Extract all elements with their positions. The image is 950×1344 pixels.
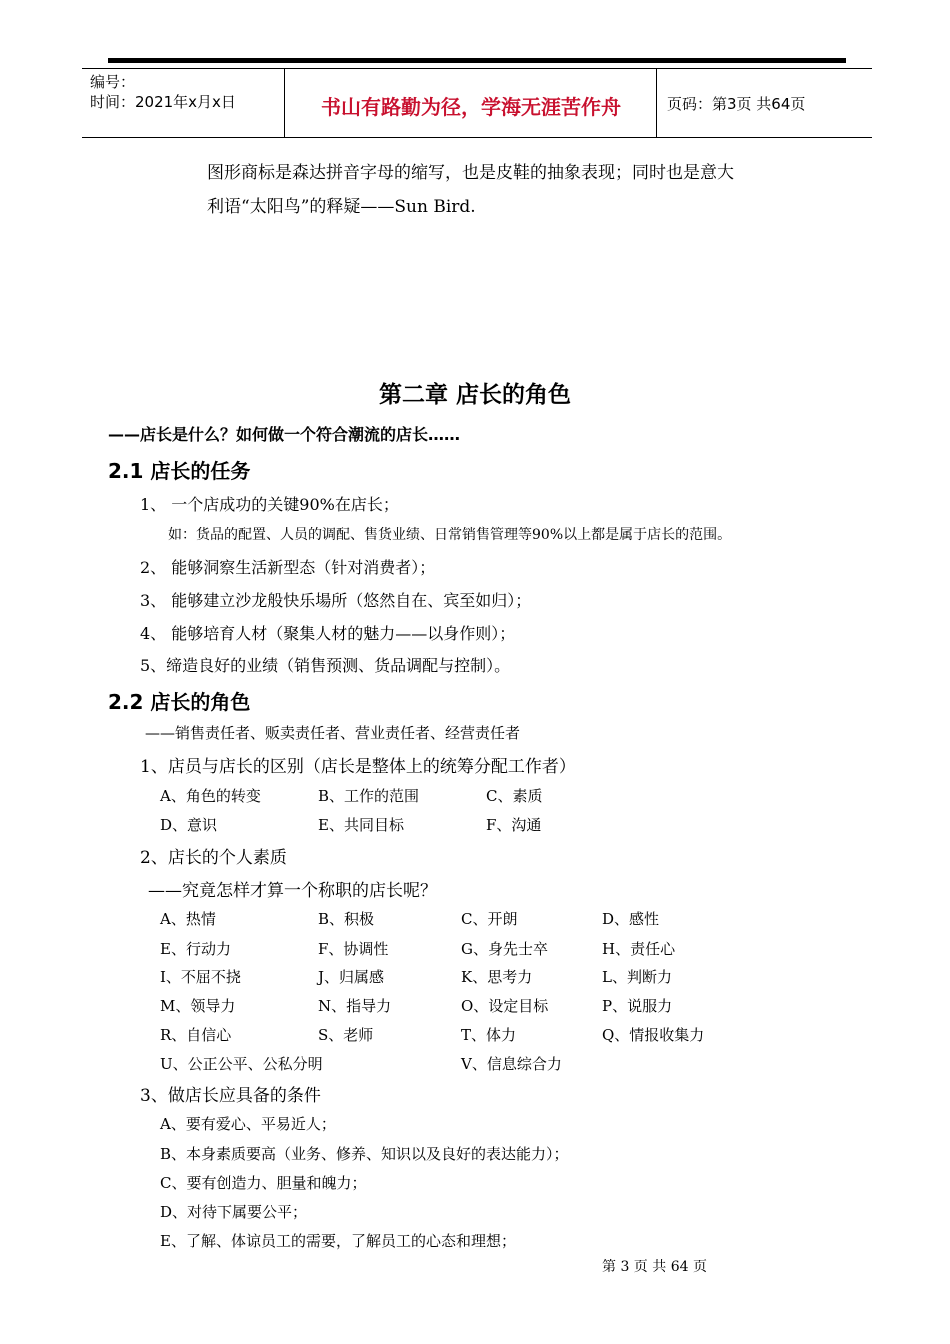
quality-item: F、协调性 xyxy=(318,940,389,958)
number-label: 编号： xyxy=(90,73,136,91)
quality-item: N、指导力 xyxy=(318,997,392,1015)
quality-item: R、自信心 xyxy=(160,1026,232,1044)
condition-c: C、要有创造力、胆量和魄力； xyxy=(160,1174,367,1192)
quality-item: K、思考力 xyxy=(461,968,533,986)
condition-e: E、了解、体谅员工的需要，了解员工的心态和理想； xyxy=(160,1232,516,1250)
task-item-1: 1、 一个店成功的关键90%在店长； xyxy=(140,495,399,514)
task-item-5: 5、缔造良好的业绩（销售预测、货品调配与控制）。 xyxy=(140,656,511,675)
task-item-1-note: 如：货品的配置、人员的调配、售货业绩、日常销售管理等90%以上都是属于店长的范围。 xyxy=(168,527,732,543)
intro-line-1: 图形商标是森达拼音字母的缩写，也是皮鞋的抽象表现；同时也是意大 xyxy=(207,163,734,183)
quality-item: H、责任心 xyxy=(602,940,676,958)
task-item-2: 2、 能够洞察生活新型态（针对消费者）； xyxy=(140,558,436,577)
intro-line-2: 利语“太阳鸟”的释疑——Sun Bird. xyxy=(207,197,476,217)
chapter-title: 第二章 店长的角色 xyxy=(378,382,571,408)
condition-d: D、对待下属要公平； xyxy=(160,1203,308,1221)
header-page-label: 页码：第3页 共64页 xyxy=(667,95,806,113)
section-2-2-heading: 2.2 店长的角色 xyxy=(108,690,251,714)
header-top-rule xyxy=(108,58,846,63)
quality-item: P、说服力 xyxy=(602,997,673,1015)
quality-item: S、老师 xyxy=(318,1026,374,1044)
quality-item: Q、情报收集力 xyxy=(602,1026,705,1044)
date-label: 时间：2021年x月x日 xyxy=(90,93,236,111)
difference-e: E、共同目标 xyxy=(318,816,404,834)
task-item-3: 3、 能够建立沙龙般快乐場所（悠然自在、宾至如归）； xyxy=(140,591,532,610)
condition-b: B、本身素质要高（业务、修养、知识以及良好的表达能力）； xyxy=(160,1145,569,1163)
roles-line: ——销售责任者、贩卖责任者、营业责任者、经营责任者 xyxy=(145,724,521,742)
quality-item: E、行动力 xyxy=(160,940,231,958)
subsection-2-title: 2、店长的个人素质 xyxy=(140,848,287,868)
quality-item: V、信息综合力 xyxy=(461,1055,562,1073)
motto: 书山有路勤为径，学海无涯苦作舟 xyxy=(321,95,621,119)
difference-c: C、素质 xyxy=(486,787,543,805)
condition-a: A、要有爱心、平易近人； xyxy=(160,1115,336,1133)
difference-a: A、角色的转变 xyxy=(160,787,261,805)
header-cell-page xyxy=(657,69,872,137)
header-table xyxy=(82,68,872,138)
subsection-1-title: 1、店员与店长的区别（店长是整体上的统筹分配工作者） xyxy=(140,757,576,777)
header-cell-meta xyxy=(82,69,285,137)
subsection-3-title: 3、做店长应具备的条件 xyxy=(140,1086,321,1106)
footer-page-number: 第 3 页 共 64 页 xyxy=(602,1259,707,1275)
quality-item: U、公正公平、公私分明 xyxy=(160,1055,323,1073)
quality-item: L、判断力 xyxy=(602,968,672,986)
section-2-1-heading: 2.1 店长的任务 xyxy=(108,459,251,483)
task-item-4: 4、 能够培育人材（聚集人材的魅力——以身作则）； xyxy=(140,624,516,643)
quality-item: G、身先士卒 xyxy=(461,940,548,958)
header-cell-motto xyxy=(285,69,657,137)
quality-item: T、体力 xyxy=(461,1026,517,1044)
quality-item: M、领导力 xyxy=(160,997,236,1015)
quality-item: B、积极 xyxy=(318,910,375,928)
difference-f: F、沟通 xyxy=(486,816,542,834)
chapter-subtitle: ——店长是什么？如何做一个符合潮流的店长…… xyxy=(108,425,461,444)
quality-item: J、归属感 xyxy=(318,968,385,986)
quality-item: C、开朗 xyxy=(461,910,518,928)
qualities-question: ——究竟怎样才算一个称职的店长呢？ xyxy=(148,881,437,901)
quality-item: D、感性 xyxy=(602,910,660,928)
quality-item: I、不屈不挠 xyxy=(160,968,241,986)
difference-d: D、意识 xyxy=(160,816,218,834)
quality-item: A、热情 xyxy=(160,910,216,928)
difference-b: B、工作的范围 xyxy=(318,787,420,805)
quality-item: O、设定目标 xyxy=(461,997,549,1015)
